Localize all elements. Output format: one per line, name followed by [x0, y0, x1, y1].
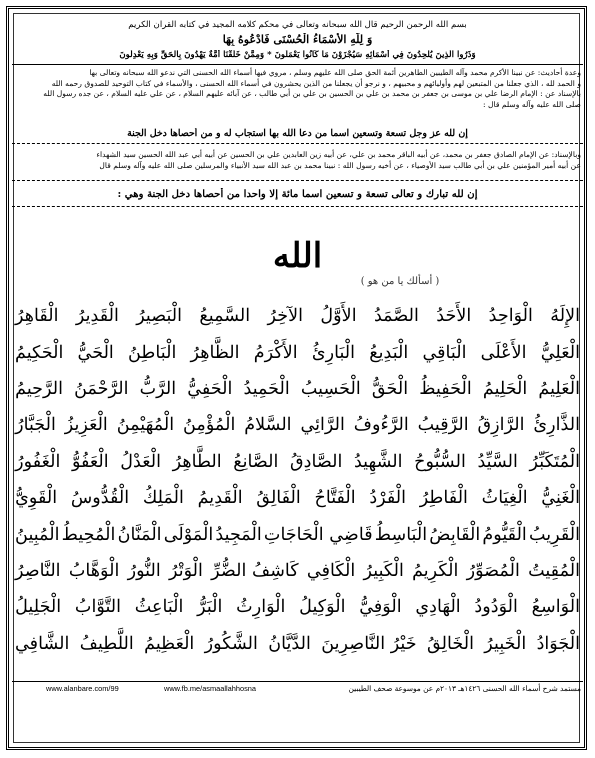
divine-name: الذَّارِئُ	[533, 415, 580, 436]
divine-name: الْبَاطِنُ	[128, 342, 177, 363]
divine-name: الْمُصَوِّرُ	[466, 560, 520, 581]
divine-name: الْحَيُّ	[77, 342, 114, 363]
divine-name: الْحَلِيمُ	[482, 378, 528, 399]
divine-name: الرَّحْمَنُ	[74, 378, 129, 399]
intro-paragraph	[14, 68, 581, 110]
hadith-2: إن لله تبارك و تعالى تسعة و تسعين اسما مائة إلا واحدا من أحصاها دخل الجنة وهي :	[117, 188, 478, 200]
names-row	[14, 444, 581, 480]
divine-name: الرَّبُّ	[139, 378, 177, 399]
footer-link-facebook[interactable]: www.fb.me/asmaallahhosna	[164, 684, 257, 693]
divider	[12, 681, 583, 682]
divine-name: الْمُقِيتُ	[528, 560, 580, 581]
divine-name: الْعَظِيمُ	[144, 633, 195, 654]
divine-name: السَّلامُ	[244, 415, 292, 436]
divider	[12, 180, 583, 181]
divine-name: الْفَاطِرُ	[419, 488, 468, 509]
divine-name: السُّبُّوحُ	[414, 451, 466, 472]
divine-name: قَاضِي الْحَاجَاتِ	[263, 524, 373, 545]
divine-name: الْوَاسِعُ	[531, 597, 580, 618]
divine-name: الْمَنَّانُ	[117, 524, 162, 545]
divine-name: الْغَنِيُّ	[541, 488, 580, 509]
divine-name: النُّورُ	[127, 560, 161, 581]
divine-name: الصَّانِعُ	[233, 451, 279, 472]
divine-name: الرَّحِيمُ	[15, 378, 63, 399]
divine-name: الرَّقِيبُ	[417, 415, 469, 436]
names-row	[14, 334, 581, 370]
divine-name: الْمُتَكَبِّرُ	[529, 451, 580, 472]
basmala-line: بسم الله الرحمن الرحيم قال الله سبحانه وتعالى في محكم كلامه المجيد في كتابه القرآن الكريم	[128, 20, 467, 30]
divine-name: الطَّاهِرُ	[172, 451, 222, 472]
divine-name: الْحَفِيظُ	[419, 378, 472, 399]
divine-name: الإِلَهُ	[550, 306, 580, 327]
footer-credit: مستمد شرح أسماء الله الحسنى ١٤٢٦هـ ٢٠١٣م عن موسوعة صحف الطيبين	[348, 684, 581, 693]
divine-name: الأَكْرَمُ	[253, 342, 298, 363]
divine-name: الْمَجِيدُ	[215, 524, 262, 545]
divine-name: الْوَكِيلُ	[299, 597, 346, 618]
divine-name: الْوَهَّابُ	[68, 560, 120, 581]
divine-name: خَيْرُ النَّاصِرِينَ	[321, 633, 417, 654]
divine-name: الْحَمِيدُ	[243, 378, 290, 399]
names-row	[14, 626, 581, 662]
divine-name: الْعَلِيمُ	[538, 378, 580, 399]
divine-name: الْمُحِيطُ	[61, 524, 116, 545]
divine-name: النَّاصِرُ	[15, 560, 61, 581]
divine-name: الْمُهَيْمِنُ	[116, 415, 175, 436]
isnad-paragraph	[14, 150, 581, 171]
names-row	[14, 371, 581, 407]
divine-name: الْحَقُّ	[371, 378, 409, 399]
divine-name: الْعَدْلُ	[120, 451, 162, 472]
divine-name: الرَّازِقُ	[477, 415, 525, 436]
divine-name: السَّمِيعُ	[199, 306, 251, 327]
divine-name: الْمُؤْمِنُ	[183, 415, 236, 436]
divine-name: الْحَسِيبُ	[300, 378, 361, 399]
divine-name: الْبَرُّ	[197, 597, 223, 618]
divine-name: الأَحَدُ	[436, 306, 472, 327]
divine-name: الْخَبِيرُ	[484, 633, 527, 654]
ask-line: ( أسألك يا من هو )	[360, 276, 440, 287]
names-row	[14, 516, 581, 552]
divine-name: الْوَارِثُ	[236, 597, 286, 618]
divine-name: الْبَارِئُ	[311, 342, 356, 363]
divine-name: الآخِرُ	[267, 306, 304, 327]
hadith-1: إن لله عز وجل تسعة وتسعين اسما من دعا الله بها استجاب له و من أحصاها دخل الجنة	[127, 128, 468, 139]
divider	[12, 64, 583, 65]
divine-name: الرَّائِي	[300, 415, 345, 436]
divine-name: اللَّطِيفُ	[79, 633, 134, 654]
divine-name: الْفَالِقُ	[256, 488, 301, 509]
divine-name: الصَّادِقُ	[289, 451, 343, 472]
divine-name: السَّيِّدُ	[477, 451, 518, 472]
divine-name: الْكَرِيمُ	[412, 560, 459, 581]
divine-name: الْعَلِيُّ	[540, 342, 580, 363]
names-row	[14, 553, 581, 589]
page-title: الله	[272, 236, 323, 276]
divider	[12, 206, 583, 207]
divine-name: الْبَصِيرُ	[136, 306, 183, 327]
divine-name: الْفَرْدُ	[369, 488, 407, 509]
divine-name: الْحَكِيمُ	[15, 342, 64, 363]
isnad-line: عن أبيه أمير المؤمنين علي بن أبي طالب سيد الأوصياء ، عن أخيه رسول الله : نبينا محمد بن عبد الله سيد الأنبياء والمرسلين صلى الله عليه وآله وسلم قال	[99, 160, 581, 170]
divine-name: الْقَدِيمُ	[197, 488, 243, 509]
divine-name: الْقُدُّوسُ	[70, 488, 130, 509]
divine-name: الْقَرِيبُ	[528, 524, 580, 545]
divine-name: الْبَاعِثُ	[134, 597, 184, 618]
divine-name: الْهَادِي	[415, 597, 461, 618]
divine-name: الْقَاهِرُ	[15, 306, 59, 327]
names-row	[14, 480, 581, 516]
divine-name: الْقَيُّومُ	[482, 524, 527, 545]
divine-name: الْجَلِيلُ	[15, 597, 62, 618]
divine-name: الْمَوْلَى	[163, 524, 214, 545]
divine-name: الْبَدِيعُ	[369, 342, 409, 363]
divine-name: الْوَاحِدُ	[488, 306, 533, 327]
divine-name: الْكَافِي	[306, 560, 356, 581]
divine-name: الشَّكُورُ	[204, 633, 258, 654]
intro-line: بالإسناد عن : الإمام الرضا علي بن موسى بن جعفر بن محمد بن علي بن الحسين بن علي بن أبي طالب ، عن آبائه عليهم السلام ، عن علي عليه السلام ، عن جده رسول الله	[43, 89, 581, 98]
divine-name: الْعَفُوُّ	[71, 451, 109, 472]
divine-name: الْكَبِيرُ	[363, 560, 404, 581]
divine-name: الْوَدُودُ	[474, 597, 518, 618]
intro-line: وعدة أحاديث: عن نبينا الأكرم محمد وآله الطيبين الطاهرين أئمة الحق صلى الله عليهم وسلم ، مروي فيها أسماء الله الحسنى التي ندعو الله سبحانه وتعالى بها	[89, 68, 581, 77]
divine-name: الْقَابِضُ	[429, 524, 481, 545]
names-row	[14, 589, 581, 625]
footer-link-site[interactable]: www.alanbare.com/99	[46, 684, 119, 693]
divine-name: الْعَزِيزُ	[64, 415, 108, 436]
quran-verse-1: وَ لِلَّهِ الأَسْمَاءُ الْحُسْنَى فَادْعُوهُ بِهَا	[222, 33, 373, 46]
divine-name: الشَّهِيدُ	[353, 451, 403, 472]
divine-name: الْبَاقِي	[422, 342, 467, 363]
divine-name: الأَوَّلُ	[320, 306, 357, 327]
divine-name: الْفَتَّاحُ	[314, 488, 356, 509]
divine-name: الْخَالِقُ	[426, 633, 474, 654]
divine-name: الْوَتْرُ	[168, 560, 203, 581]
divine-name: الْقَوِيُّ	[15, 488, 58, 509]
divine-name: الْغِيَاثُ	[481, 488, 528, 509]
divine-name: الدَّيَّانُ	[268, 633, 311, 654]
divine-name: الأَعْلَى	[480, 342, 527, 363]
divine-name: كَاشِفُ الضُّرِّ	[211, 560, 299, 581]
divine-name: الصَّمَدُ	[373, 306, 419, 327]
divine-name: الْجَوَادُ	[536, 633, 580, 654]
divine-name: الشَّافِي	[15, 633, 70, 654]
divider	[12, 143, 583, 144]
divine-name: الْجَبَّارُ	[15, 415, 56, 436]
divine-name: الْحَفِيُّ	[187, 378, 233, 399]
divine-name: الْمَلِكُ	[142, 488, 184, 509]
divine-name: الظَّاهِرُ	[190, 342, 240, 363]
intro-line: و الحمد لله ، الذي جعلنا من المتبعين لهم وأوليائهم و محبيهم ، و نرجو أن يجعلنا من الذين يحشرون في أسماء الله الحسنى ، والأسماء في كتاب التوحيد للصدوق رحمه الله	[51, 78, 581, 88]
names-row	[14, 298, 581, 334]
divine-name: الرَّءُوفُ	[353, 415, 409, 436]
divine-name: الْوَفِيُّ	[359, 597, 402, 618]
divine-name: الْقَدِيرُ	[75, 306, 119, 327]
isnad-line: وبالإسناد: عن الإمام الصادق جعفر بن محمد، عن أبيه الباقر محمد بن علي، عن أبيه زين العابدين علي بن الحسين عن أبيه أبي عبد الله الحسين سيد الشهداء	[96, 150, 581, 159]
divine-name: الْغَفُورُ	[15, 451, 61, 472]
divine-name: الْبَاسِطُ	[374, 524, 428, 545]
footer	[12, 684, 583, 698]
intro-line: صلى الله عليه وآله وسلم قال :	[483, 99, 581, 109]
quran-verse-2: وَذَرُوا الَّذِينَ يُلْحِدُونَ فِي أَسْمَائِهِ سَيُجْزَوْنَ مَا كَانُوا يَعْمَلُونَ * وَمِمَّنْ خَلَقْنَا أُمَّةٌ يَهْدُونَ بِالْحَقِّ وَبِهِ يَعْدِلُونَ	[119, 50, 476, 60]
names-row	[14, 407, 581, 443]
divine-name: التَّوَّابُ	[74, 597, 122, 618]
divine-name: الْمُبِينُ	[15, 524, 60, 545]
names-grid	[14, 298, 581, 662]
